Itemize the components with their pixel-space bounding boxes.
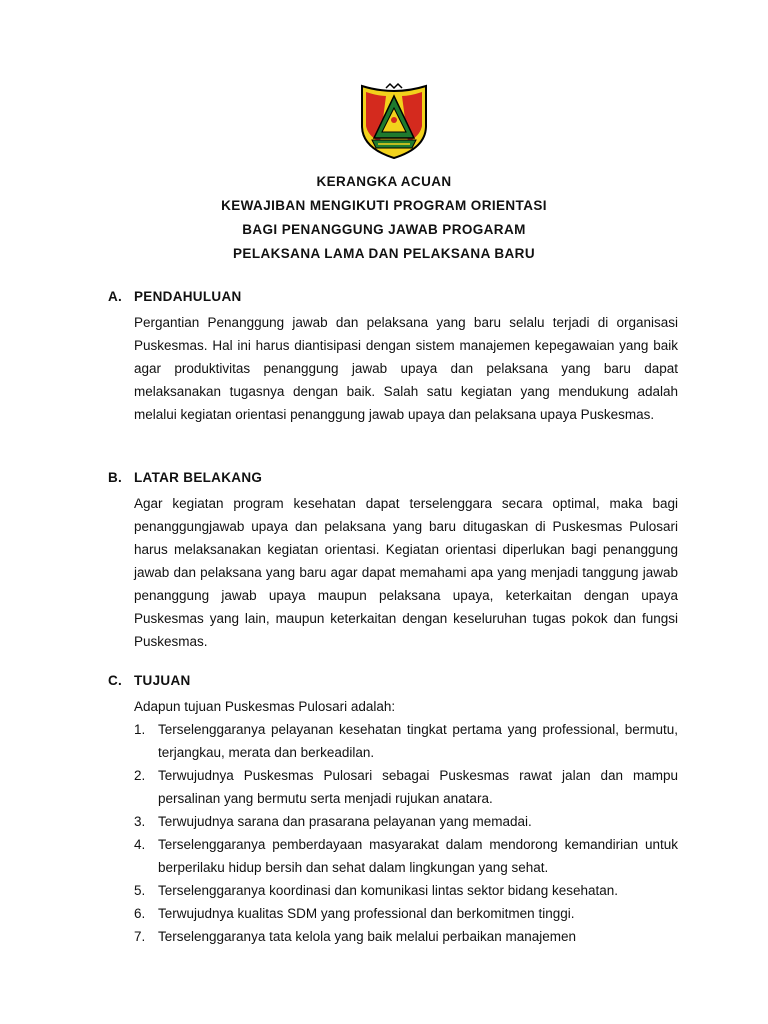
section-tujuan (108, 673, 678, 948)
section-title: TUJUAN (134, 673, 191, 688)
section-letter: C. (108, 673, 123, 688)
item-text: Terselenggaranya tata kelola yang baik melalui perbaikan manajemen (158, 929, 577, 944)
item-number: 3. (134, 814, 146, 829)
section-heading (108, 673, 678, 695)
section-heading (108, 470, 678, 492)
section-title: PENDAHULUAN (134, 289, 242, 304)
section-letter: A. (108, 289, 123, 304)
list-item (134, 718, 678, 764)
title-line-3: BAGI PENANGGUNG JAWAB PROGARAM (242, 222, 526, 237)
item-text: Terwujudnya sarana dan prasarana pelayanan yang memadai. (158, 814, 532, 829)
section-latar-belakang (108, 470, 678, 653)
item-number: 6. (134, 906, 146, 921)
section-letter: B. (108, 470, 123, 485)
item-text: Terwujudnya kualitas SDM yang professional dan berkomitmen tinggi. (158, 906, 575, 921)
list-item (134, 925, 678, 948)
title-line-4: PELAKSANA LAMA DAN PELAKSANA BARU (233, 246, 535, 261)
section-paragraph: Pergantian Penanggung jawab dan pelaksana yang baru selalu terjadi di organisasi Puskesmas. Hal ini harus diantisipasi dengan sistem manajemen kepegawaian yang baik agar produktivitas penanggung jawab upaya dan pelaksana yang baru dapat melaksanakan tugasnya dengan baik. Salah satu kegiatan yang mendukung adalah melalui kegiatan orientasi penanggung jawab upaya dan pelaksana upaya Puskesmas. (134, 315, 678, 422)
item-number: 2. (134, 768, 146, 783)
goals-list (134, 718, 678, 948)
section-pendahuluan (108, 289, 678, 426)
item-number: 1. (134, 722, 146, 737)
emblem-star (391, 117, 397, 123)
section-intro: Adapun tujuan Puskesmas Pulosari adalah: (134, 699, 396, 714)
item-text: Terselenggaranya pemberdayaan masyarakat dalam mendorong kemandirian untuk berperilaku hidup bersih dan sehat dalam lingkungan yang sehat. (158, 837, 678, 875)
list-item (134, 764, 678, 810)
list-item (134, 879, 678, 902)
item-text: Terselenggaranya pelayanan kesehatan tingkat pertama yang professional, bermutu, terjangkau, merata dan berkeadilan. (158, 722, 678, 760)
item-text: Terwujudnya Puskesmas Pulosari sebagai Puskesmas rawat jalan dan mampu persalinan yang bermutu serta menjadi rujukan anatara. (158, 768, 678, 806)
section-title: LATAR BELAKANG (134, 470, 263, 485)
regency-emblem-logo (356, 82, 432, 160)
list-item (134, 833, 678, 879)
item-text: Terselenggaranya koordinasi dan komunikasi lintas sektor bidang kesehatan. (158, 883, 619, 898)
emblem-crown (386, 84, 402, 88)
list-item (134, 810, 678, 833)
item-number: 7. (134, 929, 146, 944)
document-title (0, 174, 768, 270)
list-item (134, 902, 678, 925)
title-line-2: KEWAJIBAN MENGIKUTI PROGRAM ORIENTASI (221, 198, 547, 213)
section-paragraph: Agar kegiatan program kesehatan dapat terselenggara secara optimal, maka bagi penanggungjawab upaya dan pelaksana yang baru ditugaskan di Puskesmas Pulosari harus melaksanakan kegiatan orientasi. Kegiatan orientasi diperlukan bagi penanggung jawab dan pelaksana yang baru agar dapat memahami apa yang menjadi tanggung jawab penanggung jawab upaya maupun pelaksana upaya, keterkaitan dengan upaya Puskesmas yang lain, maupun keterkaitan dengan keseluruhan tugas pokok dan fungsi Puskesmas. (134, 496, 678, 649)
title-line-1: KERANGKA ACUAN (316, 174, 452, 189)
section-heading (108, 289, 678, 311)
item-number: 4. (134, 837, 146, 852)
item-number: 5. (134, 883, 146, 898)
